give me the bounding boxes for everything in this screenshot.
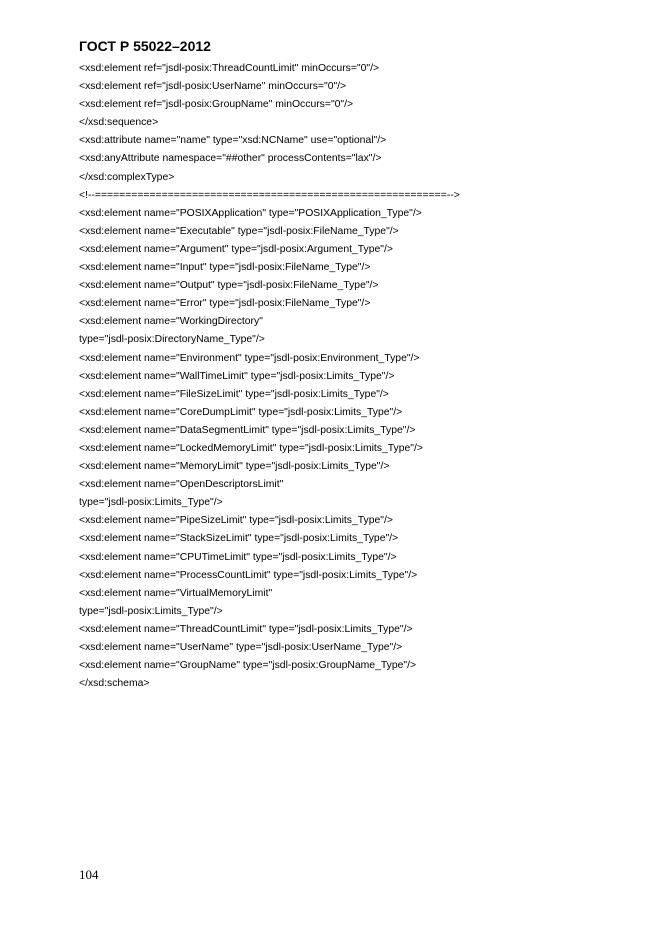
code-line: <xsd:element name="VirtualMemoryLimit" — [79, 587, 273, 599]
xsd-code-listing — [79, 60, 639, 693]
code-line: <xsd:element name="Executable" type="jsdl-posix:FileName_Type"/> — [79, 225, 399, 237]
code-line: <xsd:element name="Error" type="jsdl-posix:FileName_Type"/> — [79, 298, 371, 310]
code-line: <xsd:element name="GroupName" type="jsdl-posix:GroupName_Type"/> — [79, 660, 417, 672]
code-line: type="jsdl-posix:DirectoryName_Type"/> — [79, 334, 265, 346]
code-line: <xsd:element name="MemoryLimit" type="jsdl-posix:Limits_Type"/> — [79, 461, 390, 473]
code-line: type="jsdl-posix:Limits_Type"/> — [79, 497, 223, 509]
code-line: <xsd:element name="POSIXApplication" type="POSIXApplication_Type"/> — [79, 207, 422, 219]
code-line: </xsd:schema> — [79, 678, 150, 690]
code-line: <xsd:element name="LockedMemoryLimit" type="jsdl-posix:Limits_Type"/> — [79, 442, 423, 454]
code-line: <xsd:element name="Argument" type="jsdl-posix:Argument_Type"/> — [79, 243, 393, 255]
page-number: 104 — [79, 867, 99, 882]
code-line: <xsd:element name="StackSizeLimit" type="jsdl-posix:Limits_Type"/> — [79, 533, 399, 545]
code-line: <xsd:element name="Input" type="jsdl-posix:FileName_Type"/> — [79, 262, 371, 274]
code-line: <xsd:element name="CPUTimeLimit" type="jsdl-posix:Limits_Type"/> — [79, 551, 397, 563]
code-line: <xsd:anyAttribute namespace="##other" processContents="lax"/> — [79, 153, 382, 165]
code-line: <xsd:element name="PipeSizeLimit" type="jsdl-posix:Limits_Type"/> — [79, 515, 393, 527]
code-line: <xsd:element name="ThreadCountLimit" type="jsdl-posix:Limits_Type"/> — [79, 623, 413, 635]
document-header: ГОСТ Р 55022–2012 — [79, 38, 211, 54]
code-line: <xsd:element name="ProcessCountLimit" type="jsdl-posix:Limits_Type"/> — [79, 569, 418, 581]
code-line: <xsd:element name="FileSizeLimit" type="jsdl-posix:Limits_Type"/> — [79, 388, 389, 400]
code-line: <xsd:element name="DataSegmentLimit" type="jsdl-posix:Limits_Type"/> — [79, 424, 416, 436]
code-line: <xsd:element ref="jsdl-posix:GroupName" minOccurs="0"/> — [79, 99, 354, 111]
code-line: type="jsdl-posix:Limits_Type"/> — [79, 605, 223, 617]
code-line: <!--==========================================================--> — [79, 189, 460, 201]
code-line: </xsd:complexType> — [79, 171, 175, 183]
code-line: <xsd:element name="OpenDescriptorsLimit" — [79, 479, 284, 491]
code-line: <xsd:attribute name="name" type="xsd:NCName" use="optional"/> — [79, 135, 387, 147]
code-line: <xsd:element name="Output" type="jsdl-posix:FileName_Type"/> — [79, 280, 379, 292]
code-line: <xsd:element name="WallTimeLimit" type="jsdl-posix:Limits_Type"/> — [79, 370, 395, 382]
code-line: </xsd:sequence> — [79, 117, 159, 129]
code-line: <xsd:element name="UserName" type="jsdl-posix:UserName_Type"/> — [79, 642, 403, 653]
code-line: <xsd:element name="WorkingDirectory" — [79, 316, 263, 328]
code-line: <xsd:element name="CoreDumpLimit" type="jsdl-posix:Limits_Type"/> — [79, 406, 403, 418]
code-line: <xsd:element ref="jsdl-posix:UserName" minOccurs="0"/> — [79, 81, 347, 93]
code-line: <xsd:element ref="jsdl-posix:ThreadCountLimit" minOccurs="0"/> — [79, 63, 380, 74]
code-line: <xsd:element name="Environment" type="jsdl-posix:Environment_Type"/> — [79, 352, 420, 364]
